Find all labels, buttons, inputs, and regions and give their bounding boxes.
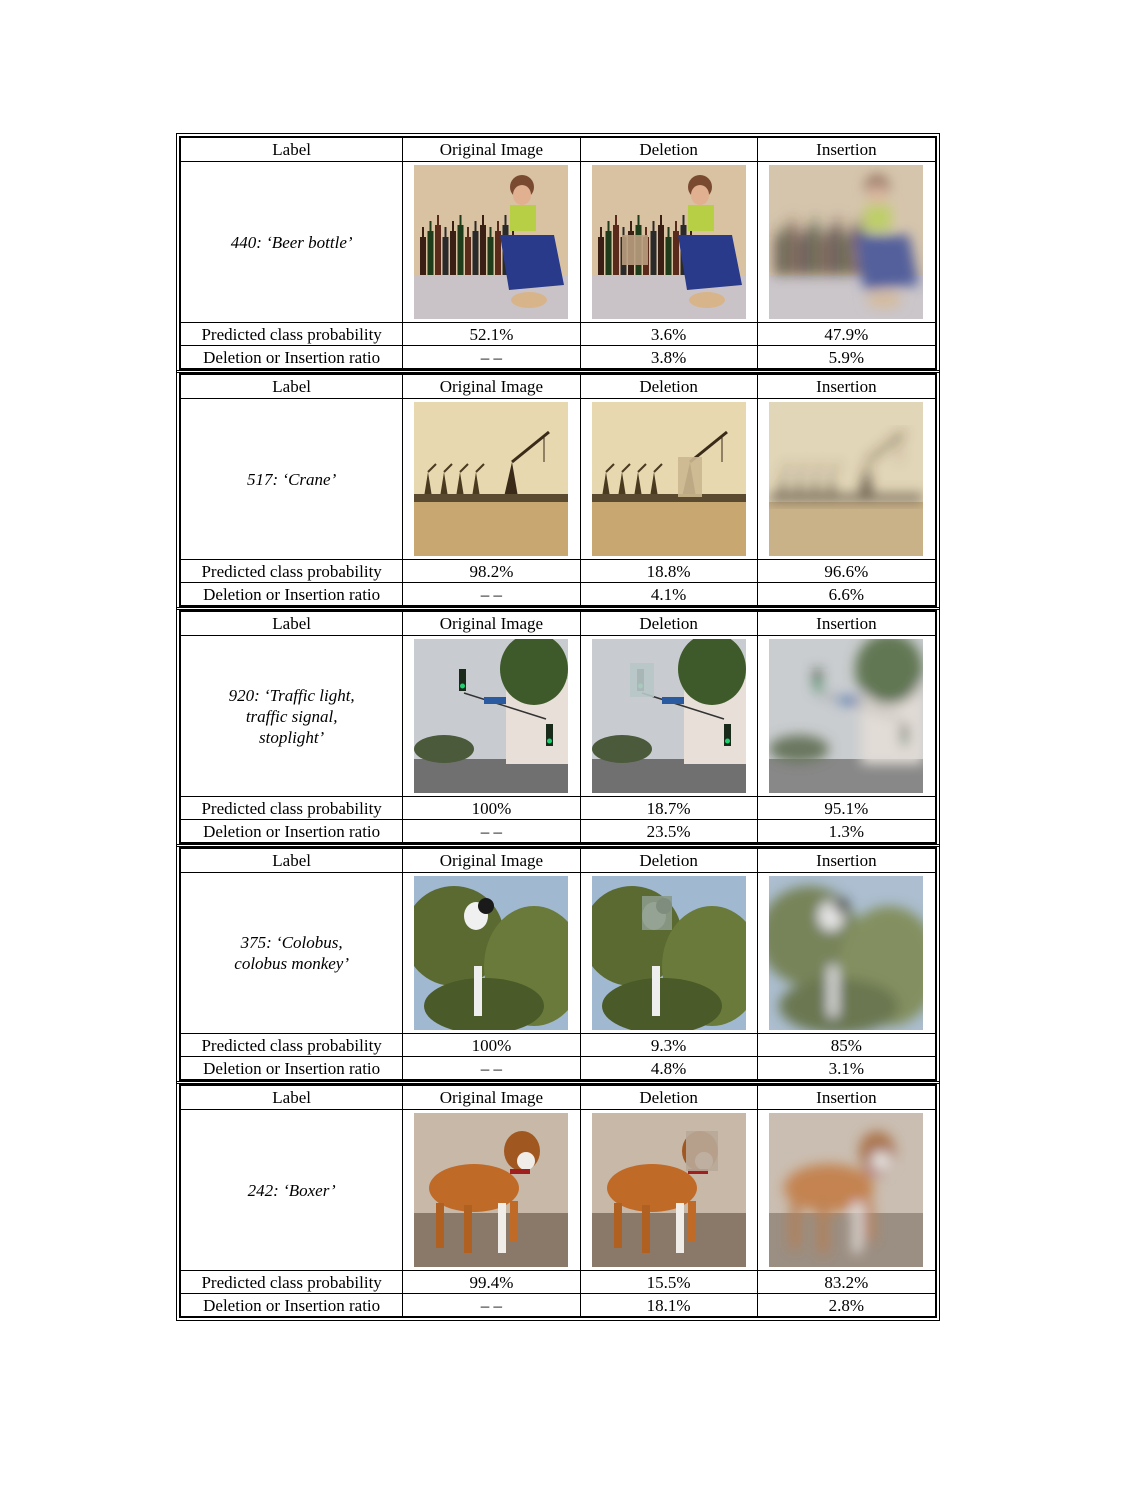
probability-value: 96.6% bbox=[757, 560, 935, 583]
ratio-value: – – bbox=[403, 583, 580, 606]
probability-value: 98.2% bbox=[403, 560, 580, 583]
result-block bbox=[179, 373, 937, 607]
original-image-cell bbox=[403, 636, 580, 797]
ratio-value: 3.1% bbox=[757, 1057, 935, 1080]
column-header: Deletion bbox=[580, 138, 757, 162]
probability-row bbox=[181, 1271, 936, 1294]
probability-value: 100% bbox=[403, 1034, 580, 1057]
column-header: Insertion bbox=[757, 849, 935, 873]
probability-row bbox=[181, 797, 936, 820]
ratio-value: – – bbox=[403, 346, 580, 369]
probability-value: 18.7% bbox=[580, 797, 757, 820]
probability-row bbox=[181, 323, 936, 346]
column-header: Deletion bbox=[580, 1086, 757, 1110]
results-table bbox=[179, 136, 939, 1321]
ratio-value: 6.6% bbox=[757, 583, 935, 606]
column-header: Original Image bbox=[403, 138, 580, 162]
header-row bbox=[181, 1086, 936, 1110]
column-header: Label bbox=[181, 1086, 403, 1110]
result-block bbox=[179, 1084, 937, 1318]
result-block bbox=[179, 847, 937, 1081]
ratio-value: 2.8% bbox=[757, 1294, 935, 1317]
probability-value: 83.2% bbox=[757, 1271, 935, 1294]
image-row bbox=[181, 636, 936, 797]
original-image-cell bbox=[403, 873, 580, 1034]
result-block bbox=[179, 136, 937, 370]
image-row bbox=[181, 1110, 936, 1271]
probability-value: 18.8% bbox=[580, 560, 757, 583]
image-row bbox=[181, 873, 936, 1034]
probability-value: 3.6% bbox=[580, 323, 757, 346]
header-row bbox=[181, 612, 936, 636]
row-label: Deletion or Insertion ratio bbox=[181, 583, 403, 606]
ratio-row bbox=[181, 1294, 936, 1317]
class-label-cell bbox=[181, 1110, 403, 1271]
ratio-value: 4.1% bbox=[580, 583, 757, 606]
ratio-value: 23.5% bbox=[580, 820, 757, 843]
deletion-image-cell bbox=[580, 873, 757, 1034]
original-image-cell bbox=[403, 162, 580, 323]
probability-row bbox=[181, 1034, 936, 1057]
probability-value: 9.3% bbox=[580, 1034, 757, 1057]
original-image bbox=[414, 639, 568, 793]
column-header: Label bbox=[181, 612, 403, 636]
ratio-value: – – bbox=[403, 1294, 580, 1317]
class-label: 375: ‘Colobus, colobus monkey’ bbox=[234, 933, 349, 973]
class-label: 517: ‘Crane’ bbox=[247, 469, 337, 489]
insertion-image-cell bbox=[757, 873, 935, 1034]
original-image-cell bbox=[403, 399, 580, 560]
ratio-value: 18.1% bbox=[580, 1294, 757, 1317]
original-image bbox=[414, 876, 568, 1030]
column-header: Original Image bbox=[403, 1086, 580, 1110]
result-block bbox=[179, 610, 937, 844]
probability-value: 95.1% bbox=[757, 797, 935, 820]
column-header: Original Image bbox=[403, 612, 580, 636]
column-header: Insertion bbox=[757, 612, 935, 636]
class-label: 242: ‘Boxer’ bbox=[247, 1180, 336, 1200]
column-header: Label bbox=[181, 849, 403, 873]
row-label: Predicted class probability bbox=[181, 323, 403, 346]
header-row bbox=[181, 375, 936, 399]
column-header: Insertion bbox=[757, 1086, 935, 1110]
original-image bbox=[414, 165, 568, 319]
column-header: Insertion bbox=[757, 375, 935, 399]
insertion-image-cell bbox=[757, 1110, 935, 1271]
insertion-image-cell bbox=[757, 162, 935, 323]
class-label: 440: ‘Beer bottle’ bbox=[230, 232, 353, 252]
class-label-cell bbox=[181, 162, 403, 323]
column-header: Label bbox=[181, 138, 403, 162]
ratio-row bbox=[181, 820, 936, 843]
insertion-image bbox=[769, 165, 923, 319]
original-image bbox=[414, 1113, 568, 1267]
ratio-value: – – bbox=[403, 820, 580, 843]
deletion-image bbox=[592, 1113, 746, 1267]
insertion-image-cell bbox=[757, 399, 935, 560]
row-label: Predicted class probability bbox=[181, 560, 403, 583]
class-label-cell bbox=[181, 873, 403, 1034]
deletion-image-cell bbox=[580, 399, 757, 560]
insertion-image-cell bbox=[757, 636, 935, 797]
row-label: Predicted class probability bbox=[181, 1271, 403, 1294]
ratio-value: – – bbox=[403, 1057, 580, 1080]
ratio-value: 3.8% bbox=[580, 346, 757, 369]
deletion-image-cell bbox=[580, 162, 757, 323]
row-label: Deletion or Insertion ratio bbox=[181, 1057, 403, 1080]
ratio-value: 4.8% bbox=[580, 1057, 757, 1080]
probability-value: 99.4% bbox=[403, 1271, 580, 1294]
deletion-image-cell bbox=[580, 636, 757, 797]
image-row bbox=[181, 162, 936, 323]
insertion-image bbox=[769, 402, 923, 556]
class-label-cell bbox=[181, 399, 403, 560]
row-label: Deletion or Insertion ratio bbox=[181, 1294, 403, 1317]
deletion-image bbox=[592, 876, 746, 1030]
deletion-image bbox=[592, 165, 746, 319]
column-header: Label bbox=[181, 375, 403, 399]
row-label: Deletion or Insertion ratio bbox=[181, 346, 403, 369]
probability-value: 85% bbox=[757, 1034, 935, 1057]
ratio-value: 1.3% bbox=[757, 820, 935, 843]
ratio-row bbox=[181, 583, 936, 606]
probability-value: 52.1% bbox=[403, 323, 580, 346]
insertion-image bbox=[769, 1113, 923, 1267]
probability-value: 100% bbox=[403, 797, 580, 820]
column-header: Deletion bbox=[580, 849, 757, 873]
class-label: 920: ‘Traffic light, traffic signal, stoplight’ bbox=[228, 685, 355, 747]
probability-value: 47.9% bbox=[757, 323, 935, 346]
column-header: Original Image bbox=[403, 375, 580, 399]
ratio-row bbox=[181, 1057, 936, 1080]
row-label: Deletion or Insertion ratio bbox=[181, 820, 403, 843]
deletion-image bbox=[592, 402, 746, 556]
insertion-image bbox=[769, 876, 923, 1030]
insertion-image bbox=[769, 639, 923, 793]
original-image-cell bbox=[403, 1110, 580, 1271]
probability-row bbox=[181, 560, 936, 583]
image-row bbox=[181, 399, 936, 560]
header-row bbox=[181, 849, 936, 873]
probability-value: 15.5% bbox=[580, 1271, 757, 1294]
original-image bbox=[414, 402, 568, 556]
column-header: Original Image bbox=[403, 849, 580, 873]
column-header: Insertion bbox=[757, 138, 935, 162]
column-header: Deletion bbox=[580, 612, 757, 636]
class-label-cell bbox=[181, 636, 403, 797]
row-label: Predicted class probability bbox=[181, 797, 403, 820]
deletion-image bbox=[592, 639, 746, 793]
header-row bbox=[181, 138, 936, 162]
row-label: Predicted class probability bbox=[181, 1034, 403, 1057]
column-header: Deletion bbox=[580, 375, 757, 399]
ratio-row bbox=[181, 346, 936, 369]
ratio-value: 5.9% bbox=[757, 346, 935, 369]
deletion-image-cell bbox=[580, 1110, 757, 1271]
